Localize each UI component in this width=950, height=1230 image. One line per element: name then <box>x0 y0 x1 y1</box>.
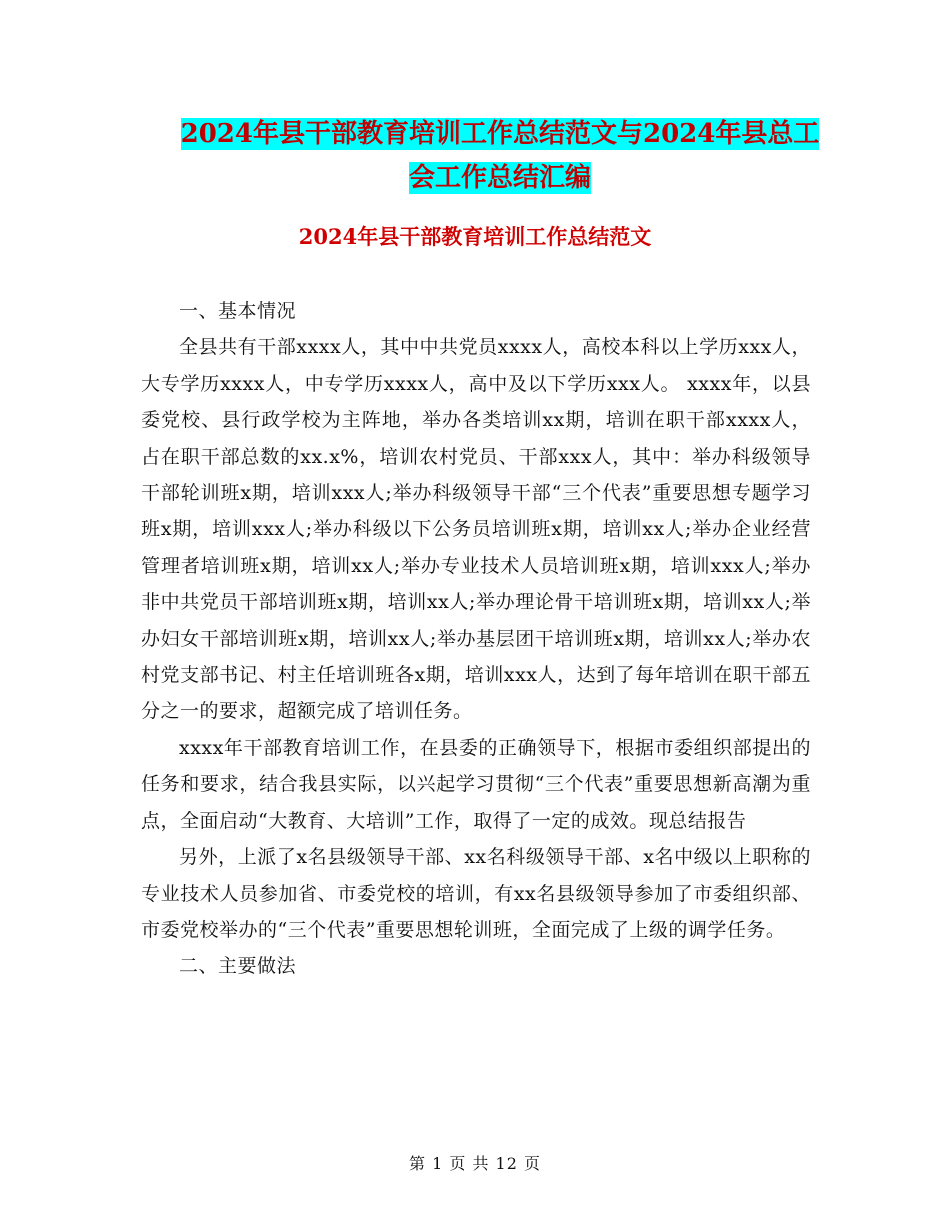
heading-basic-situation: 一、基本情况 <box>179 300 297 322</box>
document-body <box>141 293 811 985</box>
section-title: 2024年县干部教育培训工作总结范文 <box>298 224 652 249</box>
document-title-line-2: 会工作总结汇编 <box>408 163 591 193</box>
heading-main-practices: 二、主要做法 <box>179 955 297 978</box>
paragraph-summary: xxxx年干部教育培训工作，在县委的正确领导下，根据市委组织部提出的任务和要求，结合我县实际，以兴起学习贯彻“三个代表”重要思想新高潮为重点，全面启动“大教育、大培训”工作，取得了一定的成效。现总结报告 <box>141 736 811 832</box>
document-title <box>140 112 860 200</box>
document-title-line-1: 2024年县干部教育培训工作总结范文与2024年县总工 <box>180 119 820 149</box>
paragraph-statistics: 全县共有干部xxxx人，其中中共党员xxxx人，高校本科以上学历xxx人，大专学历xxxx人，中专学历xxxx人，高中及以下学历xxx人。 xxxx年，以县委党校、县行政学校为主阵地，举办各类培训xx期，培训在职干部xxxx人，占在职干部总数的xx.x%，培训农村党员、干部xxx人，其中：举办科级领导干部轮训班x期，培训xxx人;举办科级领导干部“三个代表”重要思想专题学习班x期，培训xxx人;举办科级以下公务员培训班x期，培训xx人;举办企业经营管理者培训班x期，培训xx人;举办专业技术人员培训班x期，培训xxx人;举办非中共党员干部培训班x期，培训xx人;举办理论骨干培训班x期，培训xx人;举办妇女干部培训班x期，培训xx人;举办基层团干培训班x期，培训xx人;举办农村党支部书记、村主任培训班各x期，培训xxx人，达到了每年培训在职干部五分之一的要求，超额完成了培训任务。 <box>141 336 811 723</box>
paragraph-additional-training: 另外，上派了x名县级领导干部、xx名科级领导干部、x名中级以上职称的专业技术人员参加省、市委党校的培训，有xx名县级领导参加了市委组织部、市委党校举办的“三个代表”重要思想轮训班，全面完成了上级的调学任务。 <box>141 846 811 941</box>
page-footer: 第 1 页 共 12 页 <box>409 1154 541 1173</box>
